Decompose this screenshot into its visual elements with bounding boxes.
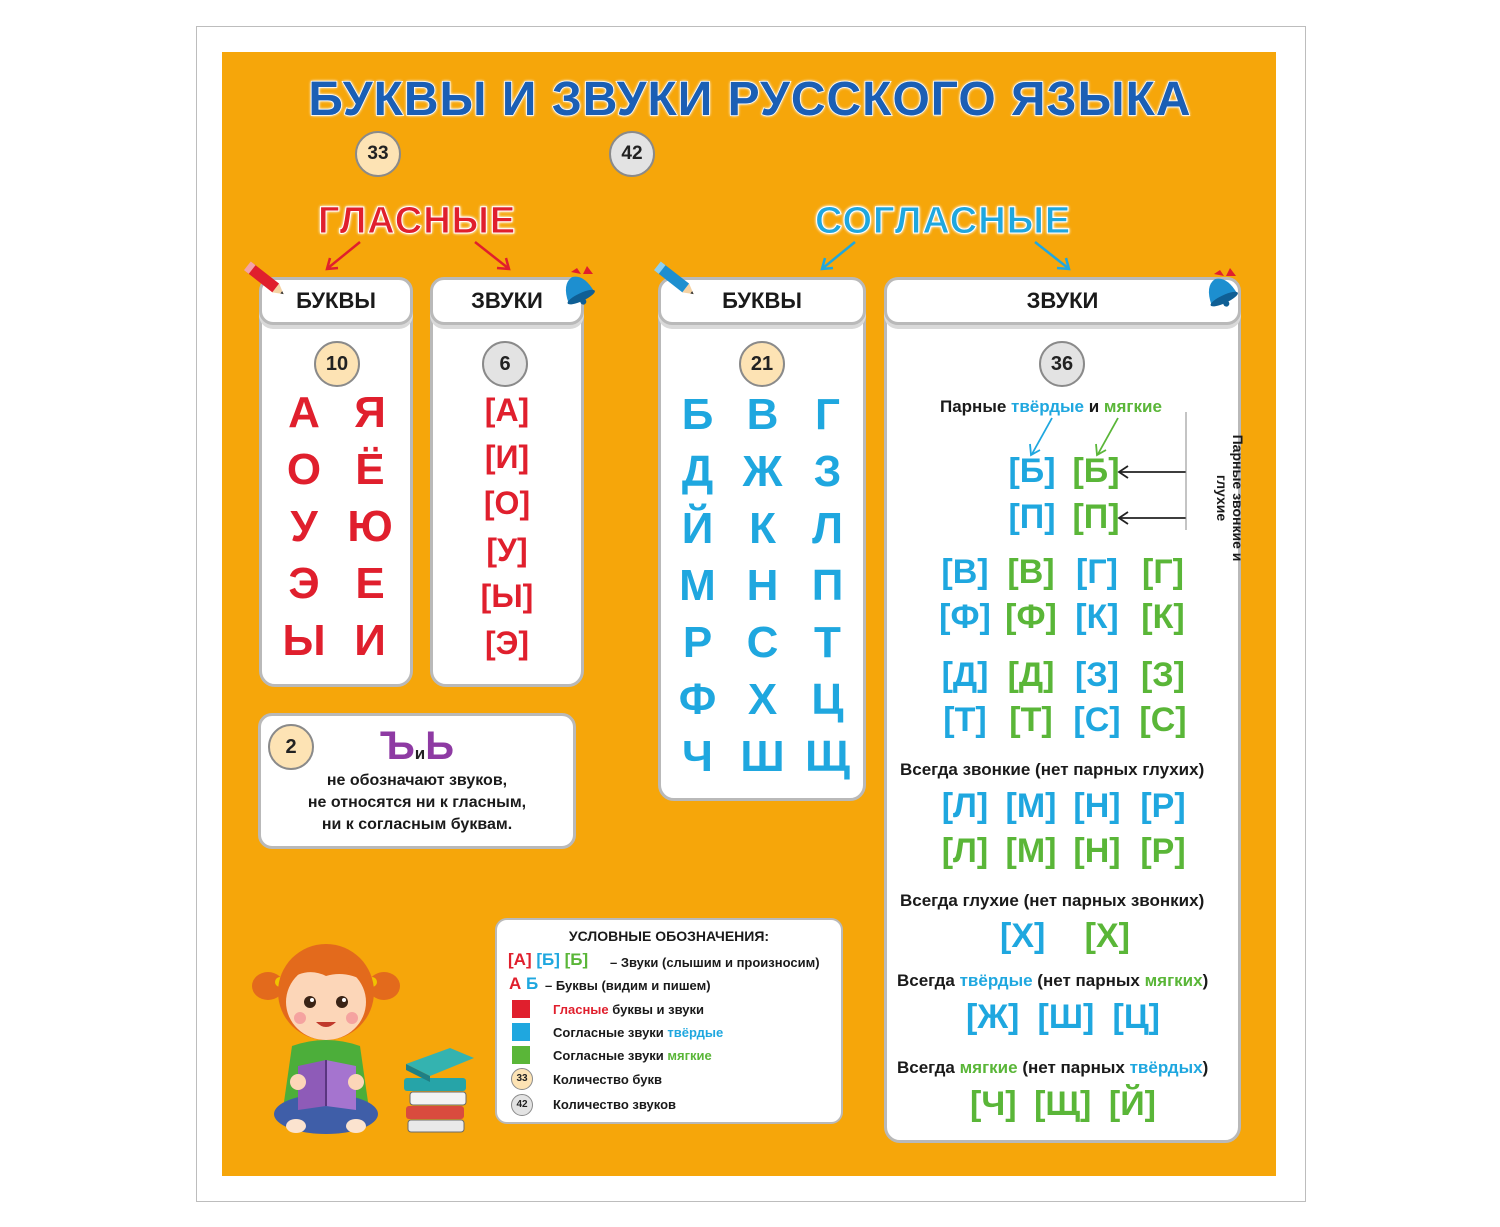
legend-title: УСЛОВНЫЕ ОБОЗНАЧЕНИЯ: bbox=[568, 928, 770, 944]
legend-part: твёрдые bbox=[667, 1025, 724, 1040]
always-soft-label bbox=[897, 1058, 1208, 1078]
sound-soft: [К] bbox=[1141, 598, 1185, 636]
legend-sound-vowel: [А] bbox=[508, 950, 532, 969]
label-part: Всегда bbox=[897, 971, 960, 990]
sound-hard: [З] bbox=[1075, 656, 1119, 694]
soft-sign: Ь bbox=[425, 724, 454, 768]
label-soft: мягкие bbox=[1103, 397, 1162, 416]
consonant-letter: Ш bbox=[740, 732, 785, 781]
sound-hard: [Б] bbox=[1008, 452, 1056, 490]
consonants-heading: СОГЛАСНЫЕ bbox=[815, 200, 1072, 242]
consonant-letter: П bbox=[811, 561, 844, 610]
legend-sounds-coin: 42 bbox=[511, 1094, 533, 1116]
consonant-letters-tab-label: БУКВЫ bbox=[722, 288, 802, 313]
bell-icon bbox=[553, 260, 605, 310]
label-part: Парные bbox=[940, 397, 1012, 416]
book-stack-icon bbox=[400, 1042, 480, 1142]
sound-soft: [Г] bbox=[1142, 553, 1184, 591]
always-hard-row bbox=[966, 998, 1160, 1037]
consonant-sounds-count: 36 bbox=[1039, 341, 1085, 387]
sound-hard: [Р] bbox=[1140, 787, 1186, 825]
sound-hard: [Д] bbox=[941, 656, 989, 694]
pencil-icon bbox=[650, 258, 702, 304]
sound-soft: [С] bbox=[1139, 701, 1187, 739]
sound-soft: [В] bbox=[1007, 553, 1055, 591]
vowel-letter: Я bbox=[354, 388, 386, 437]
legend-hard-text bbox=[553, 1025, 723, 1040]
vowel-letters-grid bbox=[262, 388, 412, 678]
legend-blue-square bbox=[512, 1023, 530, 1041]
consonant-letter: З bbox=[813, 447, 842, 496]
legend-letter-consonant: Б bbox=[526, 974, 539, 993]
vowel-letter: У bbox=[290, 502, 318, 551]
legend-letters-count-text: Количество букв bbox=[553, 1072, 662, 1087]
signs-text-line: не относятся ни к гласным, bbox=[307, 794, 527, 811]
consonant-letter: Б bbox=[681, 390, 714, 439]
sound-soft: [З] bbox=[1141, 656, 1185, 694]
signs-text bbox=[258, 770, 576, 836]
sound-soft: [Й] bbox=[1108, 1085, 1156, 1123]
vowel-letter: Ы bbox=[282, 616, 326, 665]
consonant-letter: М bbox=[679, 561, 716, 610]
vowel-sounds-count: 6 bbox=[482, 341, 528, 387]
vowel-letter: Ё bbox=[355, 445, 385, 494]
signs-letters bbox=[258, 724, 576, 769]
legend-letter-vowel: А bbox=[509, 974, 522, 993]
page-title: БУКВЫ И ЗВУКИ РУССКОГО ЯЗЫКА bbox=[308, 73, 1192, 126]
label-part: ) bbox=[1202, 1058, 1209, 1077]
sound-soft: [Ч] bbox=[970, 1085, 1017, 1123]
sound-hard: [Г] bbox=[1076, 553, 1118, 591]
letters-total-badge: 33 bbox=[355, 131, 401, 177]
sounds-total-badge: 42 bbox=[609, 131, 655, 177]
consonant-letter: Л bbox=[812, 504, 843, 553]
vowel-sound: [Э] bbox=[484, 624, 530, 661]
consonant-letter: С bbox=[746, 618, 779, 667]
consonant-sounds-tab-label: ЗВУКИ bbox=[1026, 288, 1099, 313]
consonant-letter: В bbox=[746, 390, 779, 439]
legend-box bbox=[495, 918, 843, 1124]
legend-green-square bbox=[512, 1046, 530, 1064]
vowel-sound: [Ы] bbox=[480, 578, 534, 614]
always-voiceless-label: Всегда глухие (нет парных звонких) bbox=[900, 891, 1205, 910]
legend-part: буквы и звуки bbox=[608, 1002, 704, 1017]
always-voiceless-row bbox=[1000, 917, 1130, 956]
vowel-letter: Ю bbox=[347, 502, 393, 551]
label-part: (нет парных bbox=[1017, 1058, 1130, 1077]
pencil-icon bbox=[240, 258, 292, 304]
sound-soft: [Л] bbox=[941, 832, 989, 870]
sound-soft: [Х] bbox=[1084, 917, 1130, 955]
vowel-letter: А bbox=[288, 388, 320, 437]
always-hard-label bbox=[897, 971, 1208, 991]
legend-sound-soft: [Б] bbox=[564, 950, 589, 969]
legend-part: Согласные звуки bbox=[553, 1048, 668, 1063]
legend-row-sounds bbox=[508, 950, 588, 970]
sound-hard: [Х] bbox=[1000, 917, 1046, 955]
sound-soft: [Т] bbox=[1009, 701, 1053, 739]
consonant-letter: Т bbox=[814, 618, 841, 667]
consonant-letter: Ц bbox=[811, 675, 844, 724]
sound-hard: [М] bbox=[1005, 787, 1057, 825]
consonant-letter: Г bbox=[815, 390, 840, 439]
sound-soft: [П] bbox=[1072, 498, 1120, 536]
consonant-letters-grid bbox=[665, 390, 860, 790]
sound-hard: [Ц] bbox=[1112, 998, 1160, 1036]
vowel-sound: [А] bbox=[484, 392, 530, 428]
legend-sounds-text: – Звуки (слышим и произносим) bbox=[610, 955, 820, 970]
sound-soft: [Б] bbox=[1072, 452, 1120, 490]
legend-part: Согласные звуки bbox=[553, 1025, 668, 1040]
legend-red-square bbox=[512, 1000, 530, 1018]
label-part: ) bbox=[1202, 971, 1209, 990]
label-hard: твёрдых bbox=[1129, 1058, 1203, 1077]
sound-hard: [Ш] bbox=[1037, 998, 1095, 1036]
legend-sound-hard: [Б] bbox=[536, 950, 560, 969]
sound-hard: [В] bbox=[941, 553, 989, 591]
sound-soft: [Ф] bbox=[1005, 598, 1057, 636]
vowel-letters-tab-label: БУКВЫ bbox=[296, 288, 376, 313]
sound-soft: [Щ] bbox=[1034, 1085, 1092, 1123]
vowel-sounds-list bbox=[430, 392, 584, 672]
vowel-letter: Е bbox=[355, 559, 385, 608]
consonant-letter: Р bbox=[682, 618, 713, 667]
legend-row-letters bbox=[509, 974, 538, 994]
consonant-letter: Ф bbox=[678, 675, 717, 724]
sound-hard: [Ф] bbox=[939, 598, 991, 636]
sound-hard: [П] bbox=[1008, 498, 1056, 536]
signs-and: и bbox=[414, 744, 426, 763]
consonant-sounds-tab bbox=[884, 277, 1241, 325]
sound-soft: [М] bbox=[1005, 832, 1057, 870]
vowels-heading: ГЛАСНЫЕ bbox=[318, 200, 517, 242]
bell-icon bbox=[1196, 262, 1248, 312]
sound-hard: [С] bbox=[1073, 701, 1121, 739]
legend-sounds-count-text: Количество звуков bbox=[553, 1097, 677, 1112]
label-hard: твёрдые bbox=[1011, 397, 1084, 416]
vowel-sound: [И] bbox=[484, 438, 530, 475]
vowel-letter: Э bbox=[288, 559, 320, 608]
sound-hard: [Л] bbox=[941, 787, 989, 825]
label-soft: мягких bbox=[1144, 971, 1203, 990]
label-part: Всегда bbox=[897, 1058, 960, 1077]
always-soft-row bbox=[970, 1085, 1156, 1124]
sound-soft: [Р] bbox=[1140, 832, 1186, 870]
vowel-letters-count: 10 bbox=[314, 341, 360, 387]
hard-sign: Ъ bbox=[380, 724, 415, 768]
label-soft: мягкие bbox=[959, 1058, 1018, 1077]
consonant-letter: Щ bbox=[805, 732, 850, 781]
consonant-letter: Д bbox=[681, 447, 714, 496]
sound-hard: [Ж] bbox=[966, 998, 1020, 1036]
legend-letters-text: – Буквы (видим и пишем) bbox=[545, 978, 711, 993]
consonant-letter: Й bbox=[681, 504, 714, 553]
legend-vowels-text bbox=[553, 1002, 704, 1017]
sound-hard: [Т] bbox=[943, 701, 987, 739]
label-hard: твёрдые bbox=[959, 971, 1033, 990]
vowel-sound: [У] bbox=[486, 531, 528, 568]
legend-soft-text bbox=[553, 1048, 712, 1063]
sound-hard: [К] bbox=[1075, 598, 1119, 636]
label-part: и bbox=[1084, 397, 1104, 416]
vowel-sound: [О] bbox=[483, 485, 531, 521]
consonant-letter: Н bbox=[746, 561, 779, 610]
legend-letters-coin: 33 bbox=[511, 1068, 533, 1090]
consonant-letter: Х bbox=[747, 675, 778, 724]
sound-hard: [Н] bbox=[1073, 787, 1121, 825]
vowel-sounds-tab-label: ЗВУКИ bbox=[471, 288, 543, 313]
vowel-letter: О bbox=[286, 445, 322, 494]
signs-text-line: не обозначают звуков, bbox=[326, 772, 508, 789]
voiced-voiceless-label: Парные звонкие и глухие bbox=[1214, 434, 1246, 562]
label-part: (нет парных bbox=[1032, 971, 1145, 990]
sound-soft: [Д] bbox=[1007, 656, 1055, 694]
legend-part: мягкие bbox=[667, 1048, 712, 1063]
consonant-letter: Ч bbox=[682, 732, 713, 781]
girl-reading-illustration bbox=[240, 930, 410, 1150]
always-voiced-label: Всегда звонкие (нет парных глухих) bbox=[900, 760, 1205, 779]
sound-soft: [Н] bbox=[1073, 832, 1121, 870]
consonant-letter: Ж bbox=[742, 447, 783, 496]
signs-count: 2 bbox=[268, 724, 314, 770]
signs-text-line: ни к согласным буквам. bbox=[321, 816, 513, 833]
legend-part: Гласные bbox=[553, 1002, 609, 1017]
consonant-letters-count: 21 bbox=[739, 341, 785, 387]
consonant-letter: К bbox=[749, 504, 776, 553]
vowel-letter: И bbox=[354, 616, 386, 665]
